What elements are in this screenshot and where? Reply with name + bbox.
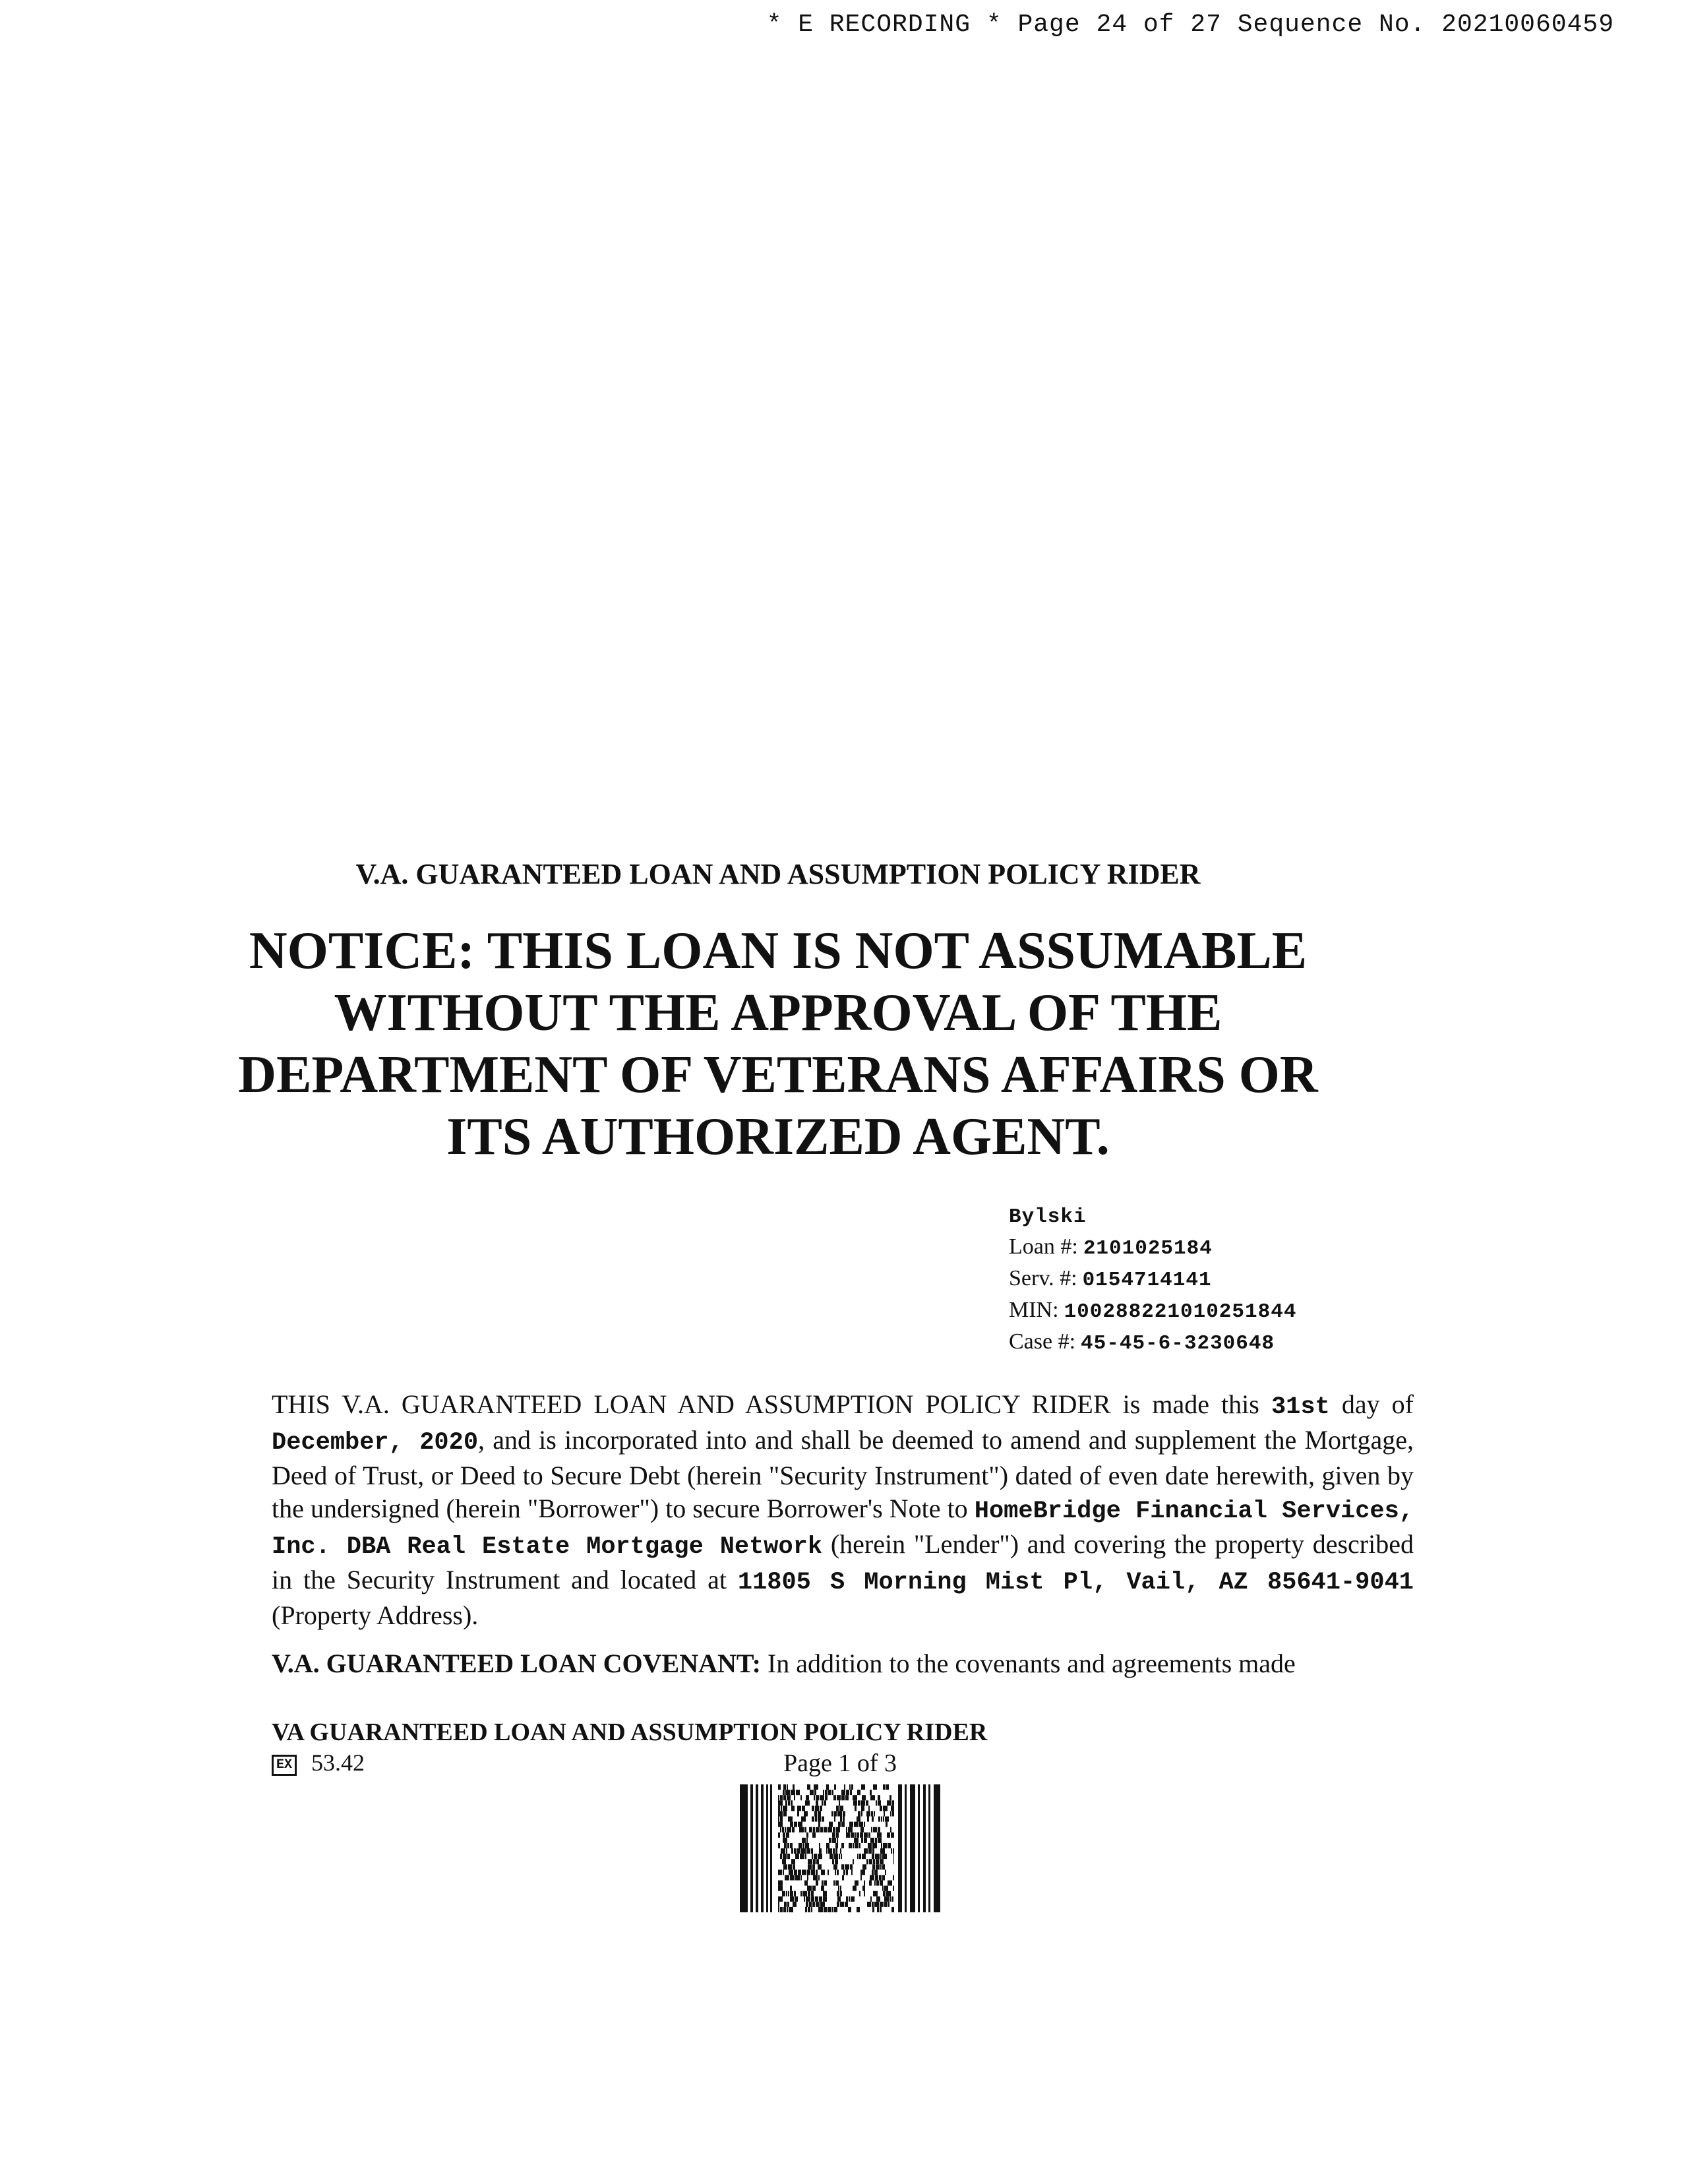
form-id <box>272 1749 365 1776</box>
notice-line: NOTICE: THIS LOAN IS NOT ASSUMABLE <box>249 922 1308 980</box>
body-text: THIS V.A. GUARANTEED LOAN AND ASSUMPTION POLICY RIDER is made this <box>272 1389 1271 1419</box>
recording-header: * E RECORDING * Page 24 of 27 Sequence No. 20210060459 <box>766 11 1614 39</box>
rider-month-year: December, 2020 <box>272 1429 479 1457</box>
case-label: Case #: <box>1009 1329 1076 1354</box>
covenant-paragraph <box>272 1647 1414 1680</box>
body-text: (Property Address). <box>272 1600 479 1630</box>
rider-day: 31st <box>1271 1393 1330 1421</box>
loan-number: 2101025184 <box>1083 1237 1213 1260</box>
loan-label: Loan #: <box>1009 1234 1078 1259</box>
serv-number: 0154714141 <box>1082 1269 1212 1292</box>
notice-line: WITHOUT THE APPROVAL OF THE <box>334 984 1222 1042</box>
body-text: (herein "Lender") and covering the property described in the Security Instrument and located at <box>272 1529 1414 1594</box>
notice-line: ITS AUTHORIZED AGENT. <box>446 1108 1110 1166</box>
notice-line: DEPARTMENT OF VETERANS AFFAIRS OR <box>238 1046 1318 1104</box>
lender-name: HomeBridge Financial Services, Inc. DBA Real Estate Mortgage Network <box>272 1498 1414 1561</box>
rider-title-text: V.A. GUARANTEED LOAN AND ASSUMPTION POLICY RIDER <box>355 858 1201 890</box>
footer-title: VA GUARANTEED LOAN AND ASSUMPTION POLICY RIDER <box>272 1718 988 1746</box>
rider-body-paragraph <box>272 1388 1414 1632</box>
min-label: MIN: <box>1009 1298 1059 1322</box>
rider-title <box>0 857 1688 891</box>
covenant-text: In addition to the covenants and agreements made <box>760 1649 1296 1678</box>
property-address: 11805 S Morning Mist Pl, Vail, AZ 85641-9041 <box>737 1569 1414 1596</box>
min-number: 100288221010251844 <box>1064 1300 1297 1323</box>
body-text: day of <box>1329 1389 1414 1419</box>
body-text: , and is incorporated into and shall be deemed to amend and supplement the Mortgage, Deed of Trust, or Deed to Secure Debt (herein "Security Instrument") dated of even date herewith, given by the undersigned (herein "Borrower") to secure Borrower's Note to <box>272 1425 1414 1523</box>
loan-info-block <box>1009 1200 1296 1358</box>
covenant-heading: V.A. GUARANTEED LOAN COVENANT: <box>272 1649 761 1678</box>
form-number: 53.42 <box>311 1749 365 1776</box>
serv-label: Serv. #: <box>1009 1266 1077 1290</box>
page-number: Page 1 of 3 <box>783 1749 897 1777</box>
form-box-logo: EX <box>272 1755 297 1776</box>
notice-block <box>0 920 1688 1168</box>
case-number: 45-45-6-3230648 <box>1081 1332 1275 1355</box>
barcode-icon <box>740 1784 944 1912</box>
borrower-name: Bylski <box>1009 1205 1087 1228</box>
